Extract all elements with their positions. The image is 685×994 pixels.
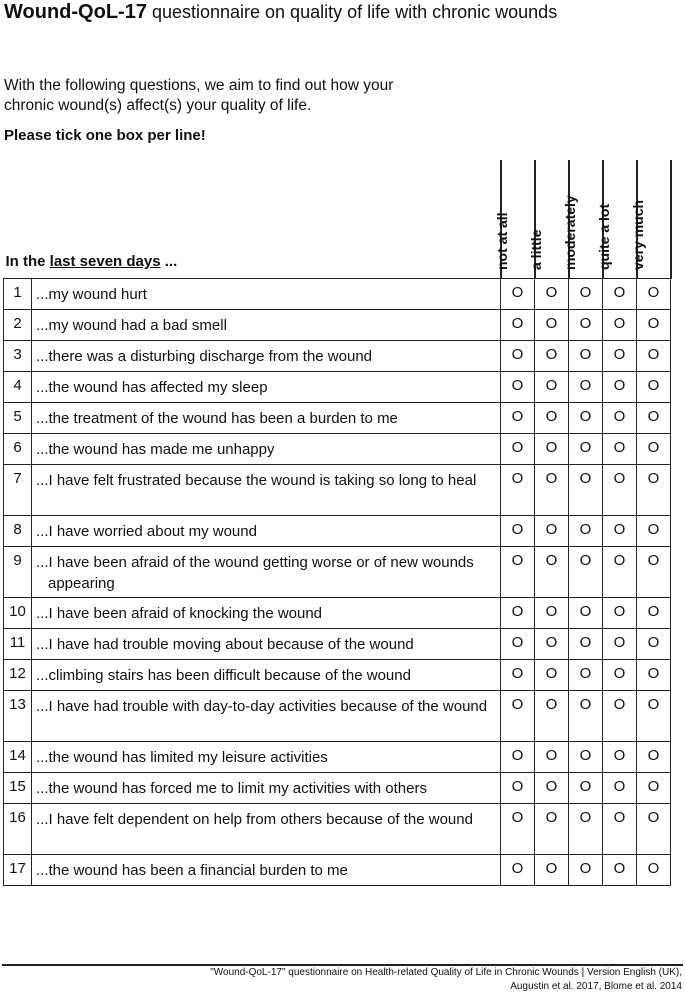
answer-checkbox[interactable]: O — [535, 279, 569, 310]
table-row — [4, 629, 671, 660]
answer-checkbox[interactable]: O — [569, 372, 603, 403]
answer-checkbox[interactable]: O — [501, 773, 535, 804]
item-text — [32, 341, 501, 372]
item-label: ...I have felt frustrated because the wound is taking so long to heal — [36, 472, 477, 489]
item-label: ...I have had trouble with day-to-day activities because of the wound — [36, 698, 488, 715]
answer-checkbox[interactable]: O — [569, 279, 603, 310]
item-text — [32, 804, 501, 855]
answer-checkbox[interactable]: O — [535, 547, 569, 598]
answer-checkbox[interactable]: O — [603, 691, 637, 742]
table-row — [4, 372, 671, 403]
answer-checkbox[interactable]: O — [569, 773, 603, 804]
answer-checkbox[interactable]: O — [637, 372, 671, 403]
answer-checkbox[interactable]: O — [637, 547, 671, 598]
answer-checkbox[interactable]: O — [535, 691, 569, 742]
table-row — [4, 660, 671, 691]
answer-checkbox[interactable]: O — [569, 855, 603, 886]
item-number: 4 — [4, 372, 32, 403]
item-text — [32, 434, 501, 465]
answer-checkbox[interactable]: O — [603, 855, 637, 886]
answer-checkbox[interactable]: O — [569, 403, 603, 434]
answer-checkbox[interactable]: O — [501, 434, 535, 465]
answer-checkbox[interactable]: O — [501, 804, 535, 855]
item-text — [32, 742, 501, 773]
item-label: ...the wound has affected my sleep — [36, 379, 268, 396]
answer-checkbox[interactable]: O — [501, 598, 535, 629]
item-text — [32, 516, 501, 547]
header-row — [4, 160, 671, 279]
answer-checkbox[interactable]: O — [501, 403, 535, 434]
answer-checkbox[interactable]: O — [535, 434, 569, 465]
answer-checkbox[interactable]: O — [637, 660, 671, 691]
answer-checkbox[interactable]: O — [603, 629, 637, 660]
item-text — [32, 773, 501, 804]
item-number: 12 — [4, 660, 32, 691]
answer-checkbox[interactable]: O — [637, 434, 671, 465]
table-row — [4, 547, 671, 598]
item-label: ...the wound has forced me to limit my activities with others — [36, 780, 427, 797]
answer-checkbox[interactable]: O — [501, 516, 535, 547]
table-row — [4, 516, 671, 547]
answer-checkbox[interactable]: O — [637, 341, 671, 372]
item-number: 15 — [4, 773, 32, 804]
intro-line: chronic wound(s) affect(s) your quality of life. — [4, 97, 312, 114]
item-label: ...the wound has made me unhappy — [36, 441, 275, 458]
option-label: a little — [527, 229, 544, 270]
item-number: 10 — [4, 598, 32, 629]
answer-checkbox[interactable]: O — [603, 660, 637, 691]
answer-checkbox[interactable]: O — [637, 403, 671, 434]
answer-checkbox[interactable]: O — [569, 465, 603, 516]
answer-checkbox[interactable]: O — [603, 742, 637, 773]
answer-checkbox[interactable]: O — [501, 742, 535, 773]
answer-checkbox[interactable]: O — [603, 310, 637, 341]
answer-checkbox[interactable]: O — [637, 855, 671, 886]
answer-checkbox[interactable]: O — [569, 516, 603, 547]
item-number: 2 — [4, 310, 32, 341]
answer-checkbox[interactable]: O — [535, 855, 569, 886]
intro-text — [4, 76, 484, 116]
item-label: ...I have worried about my wound — [36, 523, 257, 540]
lead-pre: In the — [5, 253, 50, 270]
item-number: 1 — [4, 279, 32, 310]
item-label: ...my wound had a bad smell — [36, 317, 227, 334]
answer-checkbox[interactable]: O — [535, 773, 569, 804]
answer-checkbox[interactable]: O — [637, 773, 671, 804]
answer-checkbox[interactable]: O — [501, 341, 535, 372]
answer-checkbox[interactable]: O — [501, 279, 535, 310]
answer-checkbox[interactable]: O — [603, 516, 637, 547]
option-label: moderately — [561, 195, 578, 270]
answer-checkbox[interactable]: O — [637, 516, 671, 547]
answer-checkbox[interactable]: O — [501, 547, 535, 598]
answer-checkbox[interactable]: O — [535, 598, 569, 629]
answer-checkbox[interactable]: O — [603, 804, 637, 855]
answer-checkbox[interactable]: O — [501, 660, 535, 691]
item-label: ...I have been afraid of the wound getting worse or of new wounds appearing — [36, 554, 474, 592]
option-label: quite a lot — [595, 203, 612, 270]
table-row — [4, 341, 671, 372]
item-text — [32, 855, 501, 886]
item-label: ...the wound has been a financial burden to me — [36, 862, 348, 879]
answer-checkbox[interactable]: O — [535, 516, 569, 547]
answer-checkbox[interactable]: O — [569, 629, 603, 660]
answer-checkbox[interactable]: O — [569, 660, 603, 691]
item-text — [32, 465, 501, 516]
answer-checkbox[interactable]: O — [569, 547, 603, 598]
item-number: 13 — [4, 691, 32, 742]
item-number: 14 — [4, 742, 32, 773]
table-row — [4, 691, 671, 742]
answer-checkbox[interactable]: O — [569, 341, 603, 372]
answer-checkbox[interactable]: O — [569, 804, 603, 855]
answer-checkbox[interactable]: O — [603, 547, 637, 598]
answer-checkbox[interactable]: O — [535, 660, 569, 691]
item-label: ...my wound hurt — [36, 286, 147, 303]
answer-checkbox[interactable]: O — [569, 691, 603, 742]
option-label: very much — [629, 199, 646, 270]
item-label: ...climbing stairs has been difficult because of the wound — [36, 667, 411, 684]
table-row — [4, 434, 671, 465]
intro-line: With the following questions, we aim to find out how your — [4, 77, 394, 94]
item-text — [32, 279, 501, 310]
answer-checkbox[interactable]: O — [603, 279, 637, 310]
answer-checkbox[interactable]: O — [501, 691, 535, 742]
answer-checkbox[interactable]: O — [637, 465, 671, 516]
item-number: 6 — [4, 434, 32, 465]
answer-checkbox[interactable]: O — [535, 341, 569, 372]
answer-checkbox[interactable]: O — [637, 804, 671, 855]
answer-checkbox[interactable]: O — [535, 465, 569, 516]
answer-checkbox[interactable]: O — [603, 434, 637, 465]
item-label: ...I have been afraid of knocking the wound — [36, 605, 323, 622]
item-text — [32, 660, 501, 691]
answer-checkbox[interactable]: O — [637, 279, 671, 310]
answer-checkbox[interactable]: O — [637, 629, 671, 660]
table-row — [4, 773, 671, 804]
item-text — [32, 310, 501, 341]
answer-checkbox[interactable]: O — [535, 742, 569, 773]
answer-checkbox[interactable]: O — [501, 465, 535, 516]
page-title — [4, 1, 557, 24]
title-rest: questionnaire on quality of life with chronic wounds — [146, 2, 558, 22]
answer-checkbox[interactable]: O — [569, 434, 603, 465]
answer-checkbox[interactable]: O — [501, 629, 535, 660]
footer-line: Augustin et al. 2017, Blome et al. 2014 — [510, 981, 682, 992]
answer-checkbox[interactable]: O — [501, 310, 535, 341]
item-text — [32, 547, 501, 598]
answer-checkbox[interactable]: O — [569, 310, 603, 341]
answer-checkbox[interactable]: O — [569, 598, 603, 629]
answer-checkbox[interactable]: O — [603, 403, 637, 434]
table-row — [4, 465, 671, 516]
answer-checkbox[interactable]: O — [637, 310, 671, 341]
answer-checkbox[interactable]: O — [603, 465, 637, 516]
option-label: not at all — [493, 212, 510, 270]
lead-text — [4, 160, 501, 279]
questionnaire-table — [3, 160, 672, 886]
answer-checkbox[interactable]: O — [637, 598, 671, 629]
item-label: ...I have felt dependent on help from others because of the wound — [36, 811, 473, 828]
answer-checkbox[interactable]: O — [535, 403, 569, 434]
item-number: 16 — [4, 804, 32, 855]
lead-post: ... — [160, 253, 178, 270]
instruction: Please tick one box per line! — [4, 127, 206, 144]
item-number: 5 — [4, 403, 32, 434]
answer-checkbox[interactable]: O — [535, 372, 569, 403]
table-row — [4, 598, 671, 629]
item-number: 7 — [4, 465, 32, 516]
answer-checkbox[interactable]: O — [603, 598, 637, 629]
item-label: ...there was a disturbing discharge from the wound — [36, 348, 373, 365]
answer-checkbox[interactable]: O — [535, 804, 569, 855]
footer-citation — [210, 966, 682, 994]
item-text — [32, 372, 501, 403]
item-text — [32, 629, 501, 660]
table-row — [4, 279, 671, 310]
answer-checkbox[interactable]: O — [501, 855, 535, 886]
footer-line: "Wound-QoL-17" questionnaire on Health-related Quality of Life in Chronic Wounds | Version English (UK), — [210, 967, 682, 978]
item-label: ...the wound has limited my leisure activities — [36, 749, 328, 766]
item-label: ...the treatment of the wound has been a burden to me — [36, 410, 398, 427]
option-header — [629, 160, 671, 279]
item-text — [32, 403, 501, 434]
answer-checkbox[interactable]: O — [637, 742, 671, 773]
answer-checkbox[interactable]: O — [569, 742, 603, 773]
item-label: ...I have had trouble moving about because of the wound — [36, 636, 414, 653]
answer-checkbox[interactable]: O — [603, 773, 637, 804]
item-text — [32, 691, 501, 742]
table-row — [4, 804, 671, 855]
item-number: 8 — [4, 516, 32, 547]
answer-checkbox[interactable]: O — [535, 629, 569, 660]
item-number: 11 — [4, 629, 32, 660]
item-text — [32, 598, 501, 629]
title-bold: Wound-QoL-17 — [4, 1, 147, 23]
table-row — [4, 742, 671, 773]
table-row — [4, 403, 671, 434]
answer-checkbox[interactable]: O — [501, 372, 535, 403]
lead-underlined: last seven days — [49, 253, 161, 270]
answer-checkbox[interactable]: O — [603, 372, 637, 403]
item-number: 17 — [4, 855, 32, 886]
answer-checkbox[interactable]: O — [535, 310, 569, 341]
item-number: 3 — [4, 341, 32, 372]
table-row — [4, 855, 671, 886]
answer-checkbox[interactable]: O — [637, 691, 671, 742]
answer-checkbox[interactable]: O — [603, 341, 637, 372]
table-row — [4, 310, 671, 341]
item-number: 9 — [4, 547, 32, 598]
